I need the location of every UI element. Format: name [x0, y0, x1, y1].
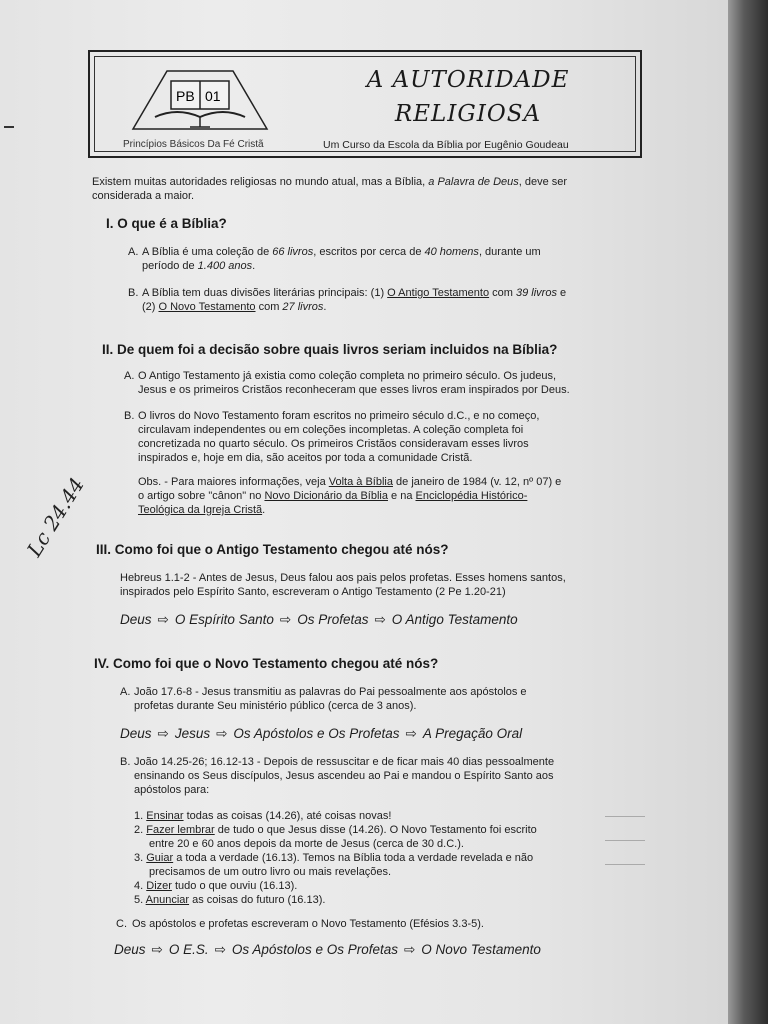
obs-ref-dicionario: Novo Dicionário da Bíblia	[264, 490, 388, 502]
s1-b-text7: O Novo Testamento	[158, 301, 256, 313]
list-text: tudo o que ouviu (16.13).	[171, 880, 298, 892]
s2-a-line2: Jesus e os primeiros Cristãos reconheceram que esses livros eram inspirados por Deus.	[138, 384, 570, 396]
list-item	[134, 894, 325, 907]
list-item	[134, 810, 391, 823]
s1-a-text8: .	[252, 260, 256, 272]
section-4-heading: IV. Como foi que o Novo Testamento chegou até nós?	[94, 656, 439, 671]
s2-obs-line3	[138, 504, 265, 517]
list-verb: Guiar	[146, 852, 174, 864]
s1-a-text7: 1.400 anos	[197, 260, 253, 272]
open-bible-logo-icon	[125, 67, 275, 137]
s3-line1: Hebreus 1.1-2 - Antes de Jesus, Deus falou aos pais pelos profetas. Esses homens santos,	[120, 572, 566, 584]
header-subtitle-left: Princípios Básicos Da Fé Cristã	[123, 139, 264, 150]
list-num: 1.	[134, 810, 144, 822]
arrow-right-icon: ⇨	[214, 942, 226, 957]
list-num: 3.	[134, 852, 144, 864]
s1-b-text8: com	[255, 301, 283, 313]
s1-b-label: B.	[128, 287, 139, 299]
s2-b-line2: circulavam independentes ou em coleções incompletas. A coleção completa foi	[138, 424, 524, 436]
intro-text-emphasis: a Palavra de Deus	[428, 176, 519, 188]
s1-a-text3: , escritos por cerca de	[313, 246, 425, 258]
s4-flow2	[114, 942, 541, 958]
s1-b-text9: 27 livros	[282, 301, 324, 313]
flow-step: A Pregação Oral	[422, 726, 523, 741]
s1-b-text10: .	[323, 301, 327, 313]
list-item-cont: precisamos de um outro livro ou mais revelações.	[149, 866, 392, 878]
list-verb: Dizer	[146, 880, 172, 892]
s3-line2: inspirados pelo Espírito Santo, escreveram o Antigo Testamento (2 Pe 1.20-21)	[120, 586, 506, 598]
page-title-line1: A AUTORIDADE	[366, 67, 570, 93]
flow-step: Os Apóstolos e Os Profetas	[233, 726, 400, 741]
s1-a-text1: A Bíblia é uma coleção de	[142, 246, 273, 258]
list-item-cont: entre 20 e 60 anos depois da morte de Jesus (cerca de 30 d.C.).	[149, 838, 464, 850]
s1-b-text1: A Bíblia tem duas divisões literárias principais: (1)	[142, 287, 388, 299]
s2-b-label: B.	[124, 410, 135, 422]
intro-text-a: Existem muitas autoridades religiosas no mundo atual, mas a Bíblia,	[92, 176, 429, 188]
s1-b-text2: O Antigo Testamento	[387, 287, 490, 299]
s2-a-label: A.	[124, 370, 135, 382]
arrow-right-icon: ⇨	[374, 612, 386, 627]
s1-b-text5: e	[556, 287, 567, 299]
obs-text6: e na	[387, 490, 416, 502]
s4-b-label: B.	[120, 756, 131, 768]
arrow-right-icon: ⇨	[151, 942, 163, 957]
list-num: 4.	[134, 880, 144, 892]
s1-b-text4: 39 livros	[516, 287, 557, 299]
list-verb: Ensinar	[146, 810, 184, 822]
flow-step: Deus	[120, 612, 152, 627]
handwritten-margin-note: Lc 24.44	[22, 473, 90, 561]
s4-b-line1: João 14.25-26; 16.12-13 - Depois de ressuscitar e de ficar mais 40 dias pessoalmente	[134, 756, 555, 768]
list-text: as coisas do futuro (16.13).	[189, 894, 326, 906]
s1-b-text6: (2)	[142, 301, 159, 313]
s1-a-text5: , durante um	[478, 246, 541, 258]
s4-c-label: C.	[116, 918, 127, 930]
flow-step: Deus	[120, 726, 152, 741]
obs-ref-enciclopedia: Enciclopédia Histórico-	[415, 490, 528, 502]
list-verb: Fazer lembrar	[146, 824, 215, 836]
header-box	[88, 50, 642, 158]
intro-text-c: , deve ser	[518, 176, 568, 188]
obs-ref-volta: Volta à Bíblia	[328, 476, 393, 488]
arrow-right-icon: ⇨	[403, 942, 416, 957]
flow-step: O Antigo Testamento	[391, 612, 518, 627]
section-2-heading: II. De quem foi a decisão sobre quais livros seriam incluidos na Bíblia?	[102, 342, 558, 357]
s1-b-line1	[142, 287, 566, 300]
logo-number: 01	[205, 88, 221, 104]
list-text: de tudo o que Jesus disse (14.26). O Novo Testamento foi escrito	[214, 824, 537, 836]
s2-b-line1: O livros do Novo Testamento foram escritos no primeiro século d.C., e no começo,	[138, 410, 540, 422]
intro-line1	[92, 176, 567, 189]
s4-b-line3: apóstolos para:	[134, 784, 210, 796]
arrow-right-icon: ⇨	[216, 726, 228, 741]
flow-step: O Novo Testamento	[421, 942, 541, 957]
s2-a-line1: O Antigo Testamento já existia como coleção completa no primeiro século. Os judeus,	[138, 370, 557, 382]
obs-ref-enciclopedia-cont: Teológica da Igreja Cristã	[138, 504, 263, 516]
logo-code: PB	[176, 88, 195, 104]
s1-a-text2: 66 livros	[272, 246, 314, 258]
arrow-right-icon: ⇨	[279, 612, 292, 627]
page-edge-shadow	[728, 0, 768, 1024]
s1-a-text6: período de	[142, 260, 198, 272]
s1-a-label: A.	[128, 246, 139, 258]
list-item	[134, 880, 297, 893]
list-num: 5.	[134, 894, 144, 906]
header-inner-frame	[94, 56, 636, 152]
flow-step: Deus	[114, 942, 146, 957]
bleed-through-line	[605, 840, 645, 841]
flow-step: O Espírito Santo	[174, 612, 274, 627]
s1-a-text4: 40 homens	[424, 246, 479, 258]
header-subtitle-right: Um Curso da Escola da Bíblia por Eugênio Goudeau	[323, 139, 569, 151]
arrow-right-icon: ⇨	[405, 726, 417, 741]
intro-line2: considerada a maior.	[92, 190, 195, 202]
list-item	[134, 824, 537, 837]
arrow-right-icon: ⇨	[157, 612, 169, 627]
flow-step: Os Apóstolos e Os Profetas	[231, 942, 398, 957]
bleed-through-line	[605, 864, 645, 865]
page-title-line2: RELIGIOSA	[394, 101, 542, 127]
list-item	[134, 852, 533, 865]
s1-b-line2	[142, 301, 326, 314]
obs-text1: Obs. - Para maiores informações, veja	[138, 476, 329, 488]
s4-a-label: A.	[120, 686, 131, 698]
obs-text3: de janeiro de 1984 (v. 12, nº 07) e	[392, 476, 562, 488]
list-text: a toda a verdade (16.13). Temos na Bíblia toda a verdade revelada e não	[173, 852, 534, 864]
s1-a-line2	[142, 260, 255, 273]
flow-step: Os Profetas	[297, 612, 369, 627]
s2-b-line4: inspirados e, hoje em dia, são aceitos por toda a comunidade Cristã.	[138, 452, 473, 464]
section-3-heading: III. Como foi que o Antigo Testamento chegou até nós?	[96, 542, 449, 557]
s1-a-line1	[142, 246, 541, 259]
s2-obs-line1	[138, 476, 561, 489]
s4-a-line2: profetas durante Seu ministério público (cerca de 3 anos).	[134, 700, 417, 712]
s4-a-line1: João 17.6-8 - Jesus transmitiu as palavras do Pai pessoalmente aos apóstolos e	[134, 686, 527, 698]
s1-b-text3: com	[489, 287, 516, 299]
flow-step: O E.S.	[168, 942, 209, 957]
flow-step: Jesus	[174, 726, 211, 741]
scan-mark	[4, 126, 14, 128]
s3-flow	[120, 612, 518, 628]
s4-flow1	[120, 726, 522, 742]
bleed-through-line	[605, 816, 645, 817]
obs-text4: o artigo sobre "cânon" no	[138, 490, 265, 502]
arrow-right-icon: ⇨	[157, 726, 169, 741]
list-text: todas as coisas (14.26), até coisas novas!	[183, 810, 392, 822]
section-1-heading: I. O que é a Bíblia?	[106, 216, 227, 231]
s2-obs-line2	[138, 490, 527, 503]
s4-b-line2: ensinando os Seus discípulos, Jesus ascendeu ao Pai e mandou o Espírito Santo aos	[134, 770, 554, 782]
obs-text9: .	[262, 504, 266, 516]
s4-c-text: Os apóstolos e profetas escreveram o Novo Testamento (Efésios 3.3-5).	[132, 918, 484, 930]
list-verb: Anunciar	[145, 894, 190, 906]
list-num: 2.	[134, 824, 144, 836]
s2-b-line3: concretizada no quarto século. Os primeiros Cristãos consideravam esses livros	[138, 438, 529, 450]
